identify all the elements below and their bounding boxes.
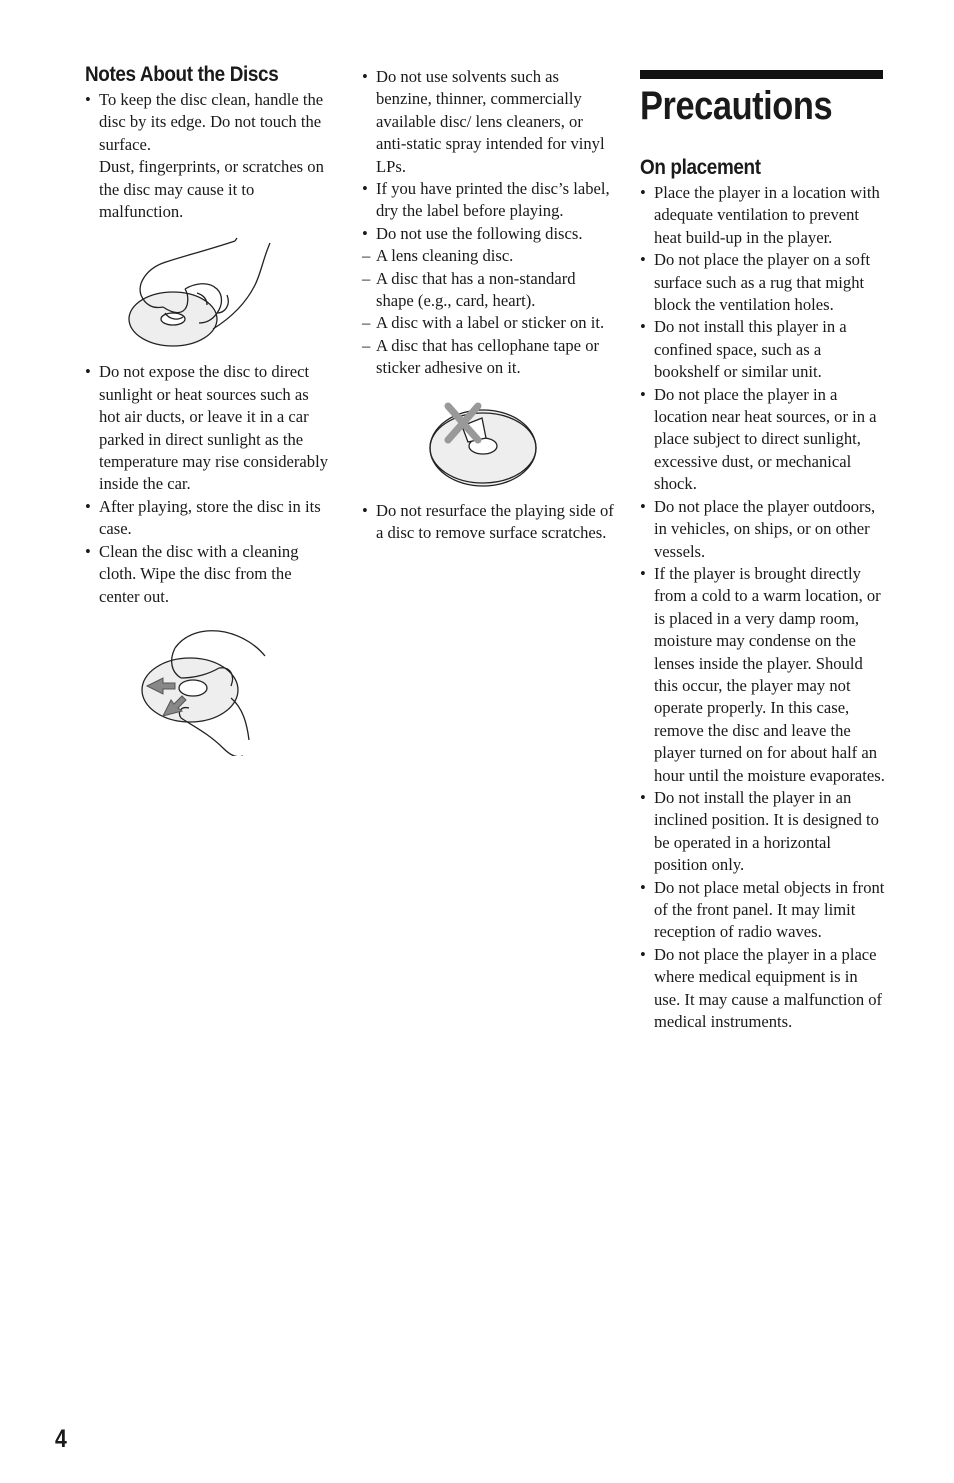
list-item-text-continued: Dust, fingerprints, or scratches on the disc may cause it to malfunction.: [99, 157, 324, 222]
title-rule: [640, 70, 883, 79]
disc-with-sticker-prohibited-illustration: [362, 380, 614, 500]
list-item: [640, 877, 886, 944]
list-item: [85, 361, 330, 495]
list-item: [362, 223, 614, 245]
list-item-text: • Do not use solvents such as benzine, thinner, commercially available disc/ lens cleaners, or anti-static spray intended for vinyl LPs.: [376, 67, 605, 176]
list-item: [640, 563, 886, 787]
list-item: [85, 541, 330, 608]
list-item-text: • Do not place the player in a location near heat sources, or in a place subject to direct sunlight, excessive dust, or mechanical shock.: [654, 384, 877, 494]
list-item-text: • Place the player in a location with adequate ventilation to prevent heat build-up in the player.: [654, 183, 880, 247]
dash-item-text: – A lens cleaning disc.: [376, 246, 514, 266]
list-item: [362, 178, 614, 223]
list-item: [640, 384, 886, 496]
list-item-text: • If the player is brought directly from a cold to a warm location, or is placed in a very damp room, moisture may condense on the lenses inside the player. Should this occur, the player may not operate properly. In this case, remove the disc and leave the player turned on for about half an hour until the moisture evaporates.: [654, 563, 885, 785]
disc-warnings-list: [362, 66, 614, 245]
list-item: [640, 316, 886, 383]
hand-holding-disc-illustration: [85, 223, 330, 361]
list-item-text: • Do not place the player in a place where medical equipment is in use. It may cause a malfunction of medical instruments.: [654, 944, 883, 1032]
list-item-text: • To keep the disc clean, handle the disc by its edge. Do not touch the surface.: [99, 90, 324, 154]
dash-item: [362, 245, 614, 267]
list-item-text: • Do not place metal objects in front of the front panel. It may limit reception of radio waves.: [654, 877, 885, 942]
on-placement-heading: On placement: [640, 156, 761, 179]
list-item: [640, 787, 886, 877]
list-item-text: • Do not expose the disc to direct sunlight or heat sources such as hot air ducts, or leave it in a car parked in direct sunlight as the temperature may rise considerably inside the car.: [99, 362, 328, 494]
page-number: 4: [55, 1425, 67, 1453]
list-item: [640, 249, 886, 316]
dash-item: [362, 268, 614, 313]
disc-notes-list-continued: [85, 361, 330, 607]
placement-list: [640, 182, 886, 1033]
list-item-text: • Clean the disc with a cleaning cloth. Wipe the disc from the center out.: [99, 541, 299, 606]
list-item-text: • Do not place the player on a soft surface such as a rug that might block the ventilation holes.: [654, 250, 871, 315]
list-item-text: • Do not place the player outdoors, in vehicles, on ships, or on other vessels.: [654, 496, 876, 561]
dash-item-text: – A disc that has cellophane tape or sticker adhesive on it.: [376, 335, 600, 378]
list-item-text: • Do not resurface the playing side of a disc to remove surface scratches.: [376, 500, 614, 543]
dash-item-text: – A disc that has a non-standard shape (e.g., card, heart).: [376, 268, 576, 311]
list-item-text: • Do not install this player in a confined space, such as a bookshelf or similar unit.: [654, 317, 847, 382]
dash-item: [362, 335, 614, 380]
column-left: [85, 62, 330, 756]
list-item: [640, 496, 886, 563]
column-middle: [362, 62, 614, 545]
list-item-text: • Do not use the following discs.: [376, 223, 583, 243]
list-item-text: • If you have printed the disc’s label, dry the label before playing.: [376, 179, 610, 221]
list-item-text: • Do not install the player in an inclined position. It is designed to be operated in a horizontal position only.: [654, 787, 879, 875]
list-item: [362, 66, 614, 178]
unusable-discs-list: [362, 245, 614, 379]
dash-item: [362, 312, 614, 334]
page-title: Precautions: [640, 84, 833, 128]
column-right: [640, 155, 886, 1033]
dash-item-text: – A disc with a label or sticker on it.: [376, 313, 605, 333]
list-item: [640, 944, 886, 1034]
disc-warnings-list-continued: [362, 500, 614, 545]
list-item-text: • After playing, store the disc in its case.: [99, 496, 321, 539]
wiping-disc-illustration: [85, 608, 330, 756]
notes-about-discs-heading: Notes About the Discs: [85, 63, 279, 86]
list-item: [85, 496, 330, 541]
list-item: [640, 182, 886, 249]
disc-notes-list: [85, 89, 330, 223]
list-item: [85, 89, 330, 223]
list-item: [362, 500, 614, 545]
